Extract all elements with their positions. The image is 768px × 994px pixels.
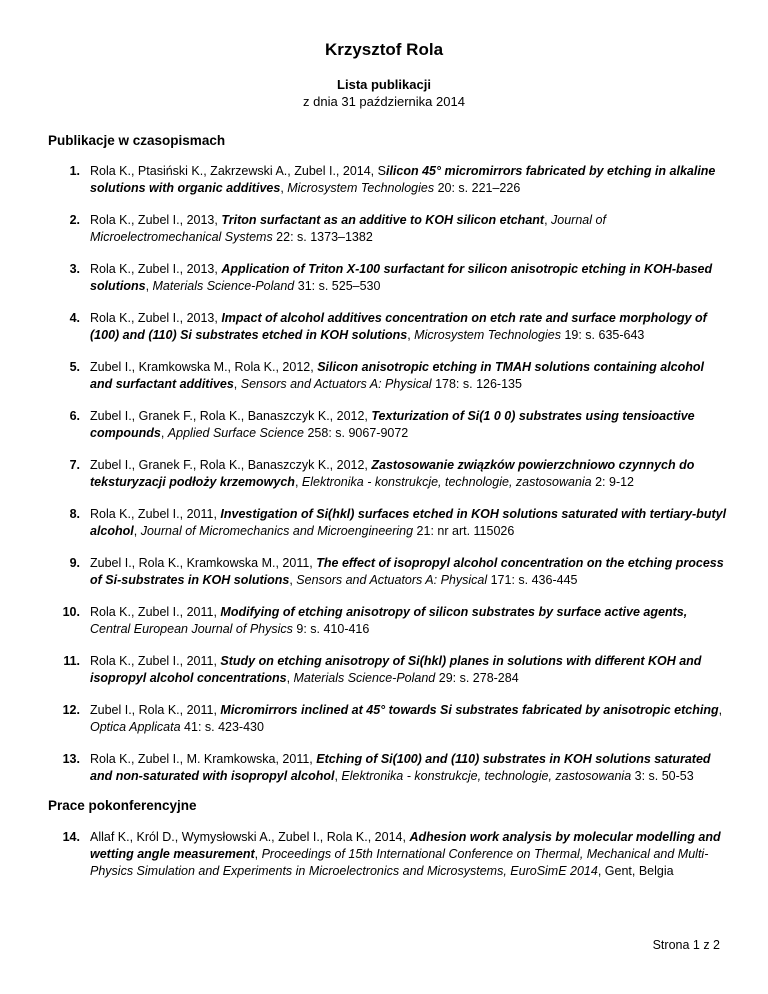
publication-authors: Allaf K., Król D., Wymysłowski A., Zubel I., Rola K., 2014, [90,830,410,844]
publication-details: 3: s. 50-53 [631,769,694,783]
publication-number: 3. [69,262,80,276]
publication-journal: Microsystem Technologies [287,181,435,195]
publication-journal: Materials Science-Poland [152,279,295,293]
publication-details: 19: s. 635-643 [560,328,645,342]
publication-item: 8. Rola K., Zubel I., 2011, Investigation of Si(hkl) surfaces etched in KOH solutions saturated with tertiary-butyl alcohol, Journal of Micromechanics and Microengineering 21: nr art. 115026 [48,506,728,540]
publication-journal: Sensors and Actuators A: Physical [296,573,488,587]
publication-journal: Journal of Microelectromechanical Systems [90,213,606,244]
list-title: Lista publikacji [337,77,431,92]
publication-number: 9. [69,556,80,570]
publication-item: 11. Rola K., Zubel I., 2011, Study on etching anisotropy of Si(hkl) planes in solutions with different KOH and isopropyl alcohol concentrations, Materials Science-Poland 29: s. 278-284 [48,653,728,687]
publication-details: 258: s. 9067-9072 [304,426,409,440]
publication-details: 9: s. 410-416 [292,622,370,636]
publication-details: 29: s. 278-284 [435,671,519,685]
publication-title: Triton surfactant as an additive to KOH silicon etchant [221,213,545,227]
publication-authors: Zubel I., Rola K., Kramkowska M., 2011, [90,556,317,570]
publication-details: , Gent, Belgia [597,864,674,878]
publication-journal: Proceedings of 15th International Conference on Thermal, Mechanical and Multi-Physics Simulation and Experiments in Microelectronics and Microsystems, EuroSimE 2014 [90,847,709,878]
publication-details: 21: nr art. 115026 [413,524,515,538]
publication-title: ilicon 45° micromirrors fabricated by etching in alkaline solutions with organic additives [90,164,716,195]
publication-item: 1. Rola K., Ptasiński K., Zakrzewski A., Zubel I., 2014, Silicon 45° micromirrors fabricated by etching in alkaline solutions with organic additives, Microsystem Technologies 20: s. 221–226 [48,163,728,197]
publication-journal: Central European Journal of Physics [90,622,293,636]
publication-number: 8. [69,507,80,521]
publication-journal: Elektronika - konstrukcje, technologie, zastosowania [341,769,632,783]
publication-number: 5. [69,360,80,374]
publication-title: The effect of isopropyl alcohol concentration on the etching process of Si-substrates in KOH solutions [90,556,724,587]
publication-item: 4. Rola K., Zubel I., 2013, Impact of alcohol additives concentration on etch rate and surface morphology of (100) and (110) Si substrates etched in KOH solutions, Microsystem Technologies 19: s. 635-643 [48,310,728,344]
publication-item: 3. Rola K., Zubel I., 2013, Application of Triton X-100 surfactant for silicon anisotropic etching in KOH-based solutions, Materials Science-Poland 31: s. 525–530 [48,261,728,295]
section-heading-conferences: Prace pokonferencyjne [48,798,197,813]
publication-number: 14. [62,830,80,844]
publication-journal: Journal of Micromechanics and Microengineering [140,524,414,538]
publication-journal: Sensors and Actuators A: Physical [240,377,432,391]
publication-title: Study on etching anisotropy of Si(hkl) planes in solutions with different KOH and isopropyl alcohol concentrations [90,654,702,685]
section-heading-journals: Publikacje w czasopismach [48,133,226,148]
publication-authors: Zubel I., Rola K., 2011, [90,703,221,717]
publication-journal: Materials Science-Poland [293,671,436,685]
publication-title: Zastosowanie związków powierzchniowo czynnych do teksturyzacji podłoży krzemowych [90,458,695,489]
publication-journal: Applied Surface Science [167,426,304,440]
publication-authors: Rola K., Zubel I., 2013, [90,213,222,227]
publication-authors: Rola K., Zubel I., 2011, [90,507,221,521]
publication-authors: Zubel I., Granek F., Rola K., Banaszczyk K., 2012, [90,458,372,472]
publication-number: 6. [69,409,80,423]
publication-item [48,604,728,638]
publication-authors: Rola K., Zubel I., M. Kramkowska, 2011, [90,752,317,766]
publication-number: 1. [69,164,80,178]
publication-number: 2. [69,213,80,227]
publication-number: 12. [62,703,80,717]
publication-authors: Rola K., Zubel I., 2011, [90,605,221,619]
publication-number: 10. [62,605,80,619]
publication-number: 7. [69,458,80,472]
publication-item: 13. Rola K., Zubel I., M. Kramkowska, 2011, Etching of Si(100) and (110) substrates in KOH solutions saturated and non-saturated with isopropyl alcohol, Elektronika - konstrukcje, technologie, zastosowania 3: s. 50-53 [48,751,728,785]
publication-details: 171: s. 436-445 [487,573,578,587]
publication-details: 2: 9-12 [591,475,635,489]
publication-details: 22: s. 1373–1382 [272,230,373,244]
publication-details: 178: s. 126-135 [431,377,522,391]
publication-authors: Rola K., Ptasiński K., Zakrzewski A., Zubel I., 2014, S [90,164,386,178]
publication-item: 12. Zubel I., Rola K., 2011, Micromirrors inclined at 45° towards Si substrates fabricated by anisotropic etching, Optica Applicata 41: s. 423-430 [48,702,728,736]
publication-title: Impact of alcohol additives concentration on etch rate and surface morphology of (100) and (110) Si substrates etched in KOH solutions [90,311,707,342]
publication-details: 20: s. 221–226 [434,181,521,195]
publication-title: Silicon anisotropic etching in TMAH solutions containing alcohol and surfactant additives [90,360,705,391]
publication-item: 9. Zubel I., Rola K., Kramkowska M., 2011, The effect of isopropyl alcohol concentration on the etching process of Si-substrates in KOH solutions, Sensors and Actuators A: Physical 171: s. 436-445 [48,555,728,589]
publication-title: Texturization of Si(1 0 0) substrates using tensioactive compounds [90,409,695,440]
publication-journal: Optica Applicata [90,720,181,734]
publication-title: Application of Triton X-100 surfactant for silicon anisotropic etching in KOH-based solutions [90,262,713,293]
publication-item: 2. Rola K., Zubel I., 2013, Triton surfactant as an additive to KOH silicon etchant, Journal of Microelectromechanical Systems 22: s. 1373–1382 [48,212,728,246]
publication-item: 5. Zubel I., Kramkowska M., Rola K., 2012, Silicon anisotropic etching in TMAH solutions containing alcohol and surfactant additives, Sensors and Actuators A: Physical 178: s. 126-135 [48,359,728,393]
publication-title: Etching of Si(100) and (110) substrates in KOH solutions saturated and non-saturated with isopropyl alcohol [90,752,711,783]
publication-item: 14. Allaf K., Król D., Wymysłowski A., Zubel I., Rola K., 2014, Adhesion work analysis by molecular modelling and wetting angle measurement, Proceedings of 15th International Conference on Thermal, Mechanical and Multi-Physics Simulation and Experiments in Microelectronics and Microsystems, EuroSimE 2014, Gent, Belgia [48,829,728,880]
publication-journal: Microsystem Technologies [414,328,561,342]
publication-authors: Rola K., Zubel I., 2013, [90,262,222,276]
document-subtitle [0,76,768,110]
publication-title: Modifying of etching anisotropy of silicon substrates by surface active agents, [220,605,688,619]
publication-details: 31: s. 525–530 [294,279,381,293]
publication-item: 7. Zubel I., Granek F., Rola K., Banaszczyk K., 2012, Zastosowanie związków powierzchniowo czynnych do teksturyzacji podłoży krzemowych, Elektronika - konstrukcje, technologie, zastosowania 2: 9-12 [48,457,728,491]
document-date: z dnia 31 października 2014 [303,94,465,109]
publication-number: 11. [63,654,80,668]
publication-authors: Zubel I., Kramkowska M., Rola K., 2012, [90,360,318,374]
publication-item: 6. Zubel I., Granek F., Rola K., Banaszczyk K., 2012, Texturization of Si(1 0 0) substrates using tensioactive compounds, Applied Surface Science 258: s. 9067-9072 [48,408,728,442]
author-name: Krzysztof Rola [324,40,444,59]
publication-title: Adhesion work analysis by molecular modelling and wetting angle measurement [90,830,721,861]
publication-title: Micromirrors inclined at 45° towards Si substrates fabricated by anisotropic etching [220,703,719,717]
publication-authors: Zubel I., Granek F., Rola K., Banaszczyk K., 2012, [90,409,372,423]
publication-details: 41: s. 423-430 [180,720,264,734]
publication-authors: Rola K., Zubel I., 2013, [90,311,222,325]
publication-authors: Rola K., Zubel I., 2011, [90,654,221,668]
publication-number: 13. [62,752,80,766]
publication-number: 4. [69,311,80,325]
publication-journal: Elektronika - konstrukcje, technologie, zastosowania [301,475,592,489]
publication-title: Investigation of Si(hkl) surfaces etched in KOH solutions saturated with tertiary-butyl alcohol [90,507,727,538]
page-number: Strona 1 z 2 [652,938,720,952]
